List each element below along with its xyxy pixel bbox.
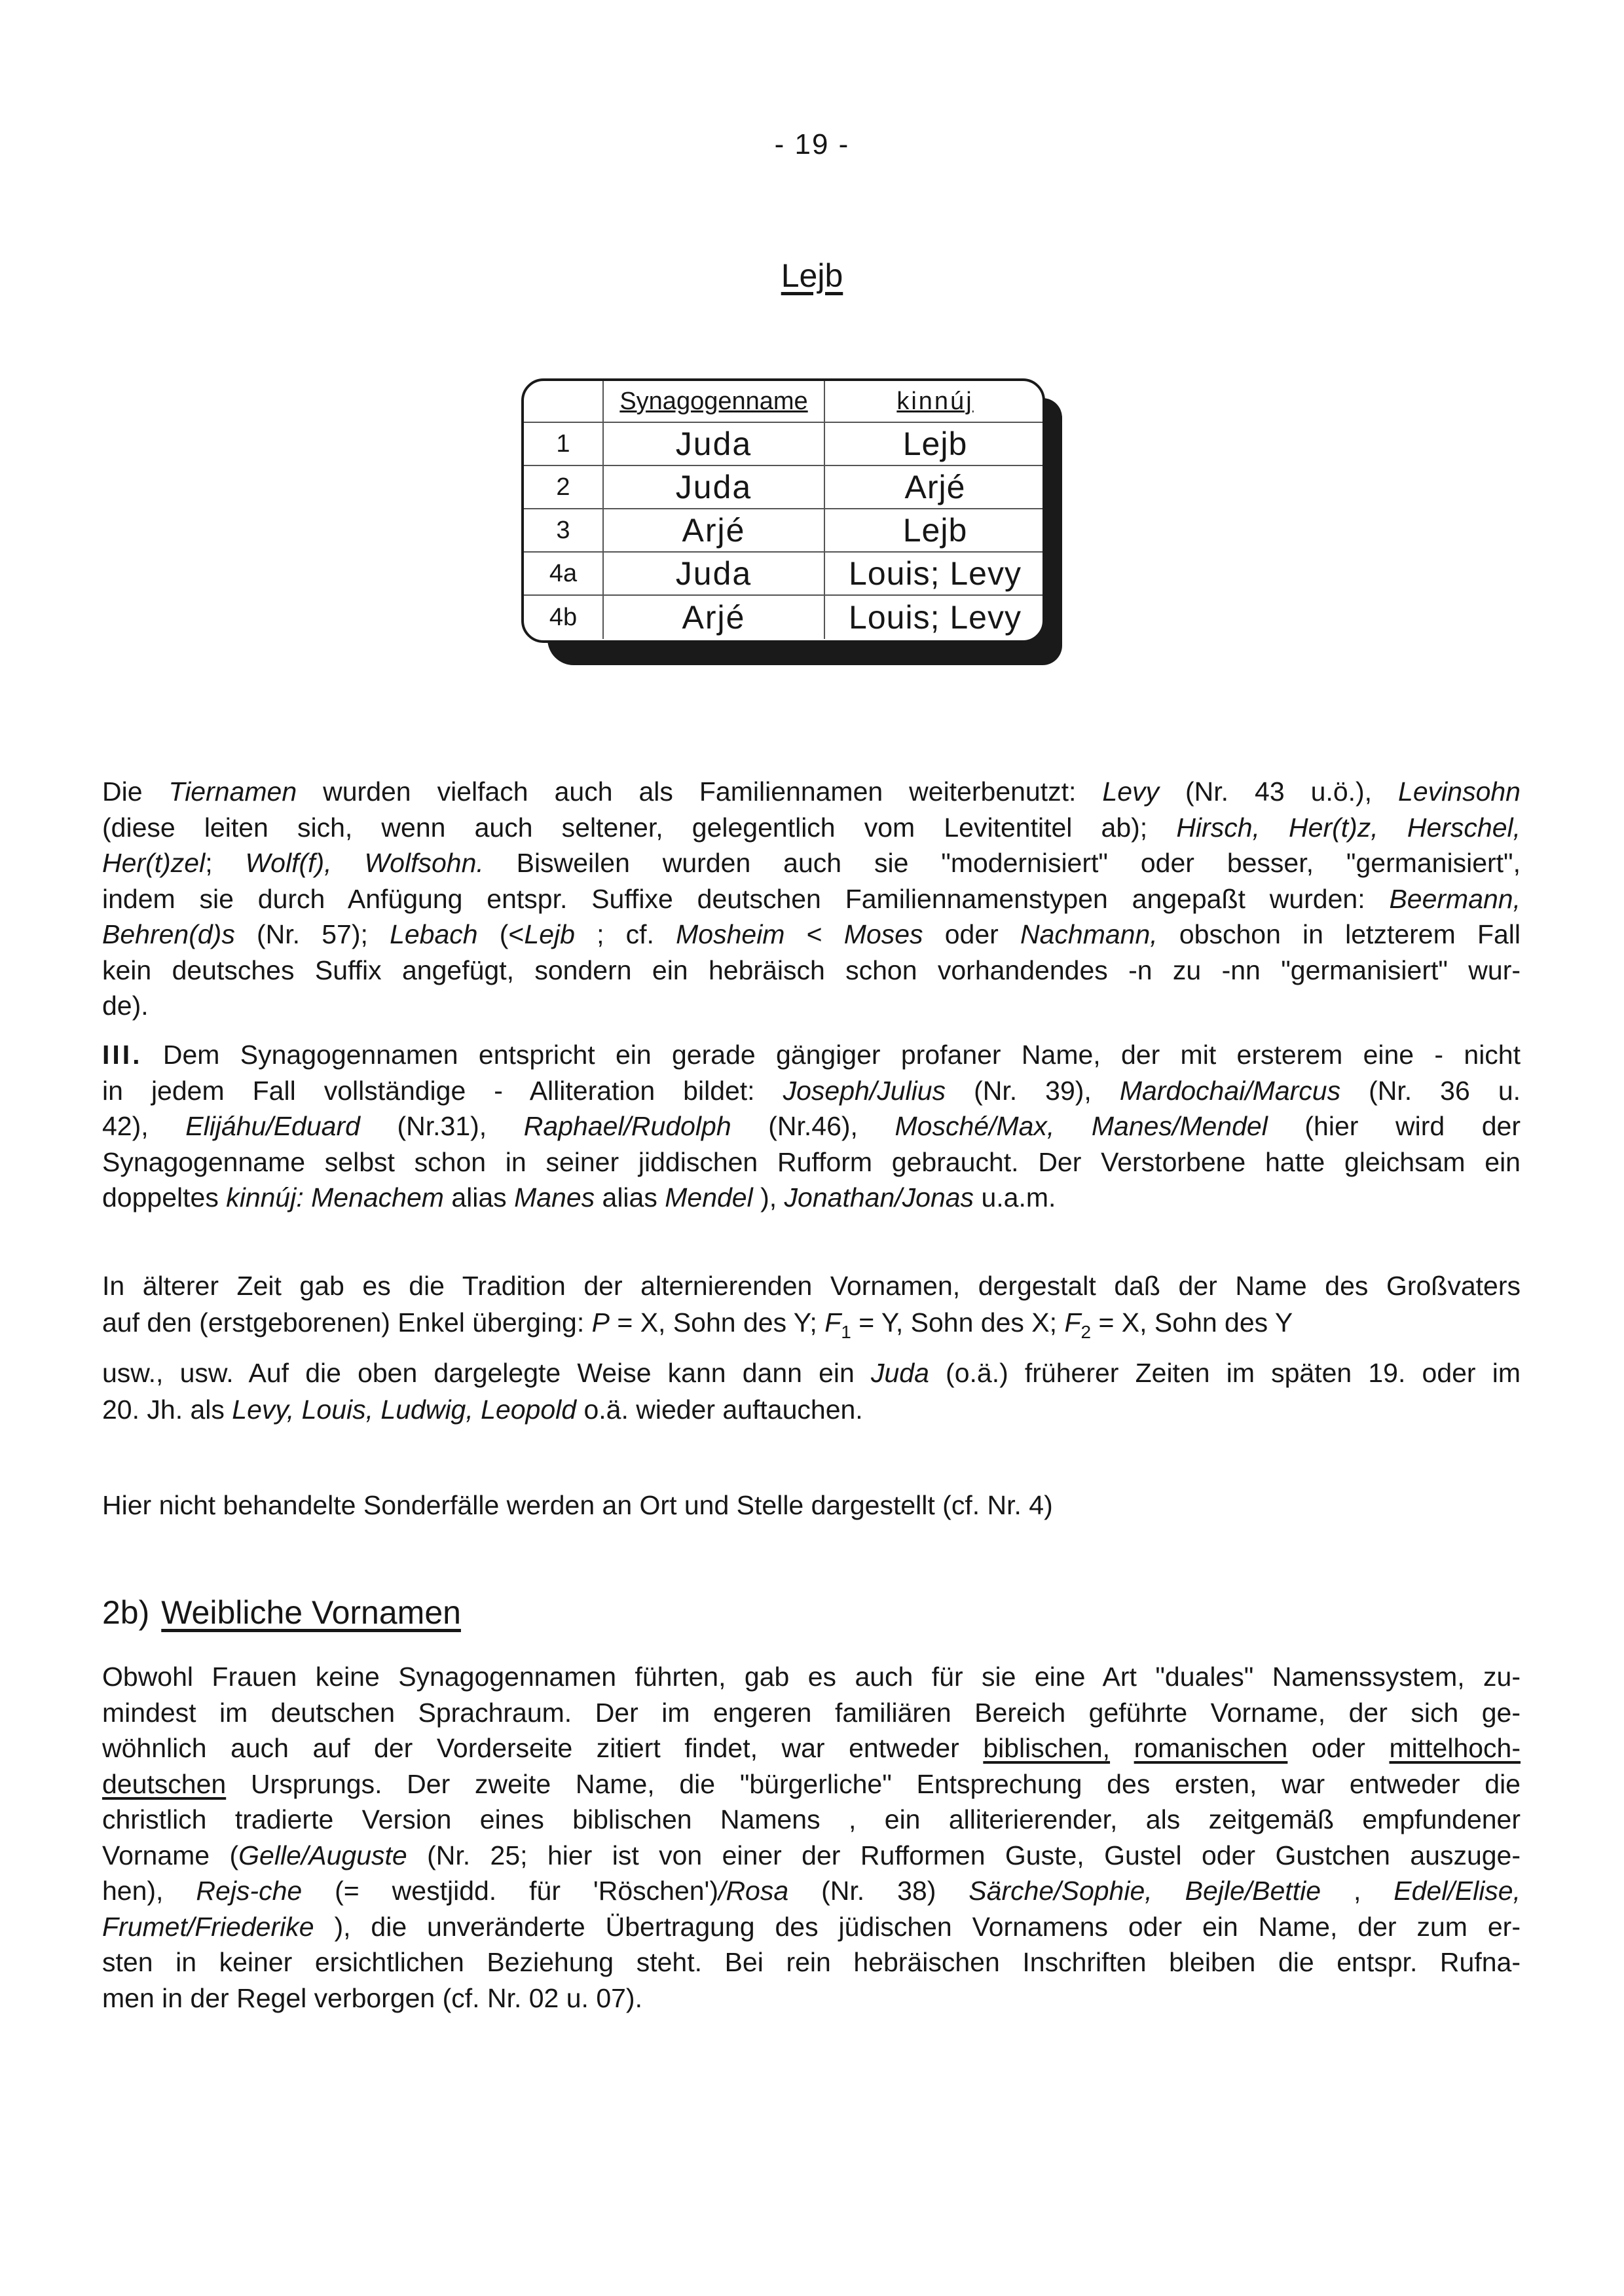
row-synagogenname: Juda [604, 466, 825, 508]
table-row [524, 423, 1043, 466]
paragraph-female-names [102, 1659, 1521, 2016]
row-index: 1 [524, 423, 604, 465]
header-index [524, 381, 604, 422]
name-table [521, 378, 1045, 643]
subheading-title: Weibliche Vornamen [161, 1594, 461, 1631]
row-synagogenname: Juda [604, 553, 825, 594]
row-kinnuj: Lejb [902, 512, 968, 549]
row-index: 2 [524, 466, 604, 508]
paragraph-special-cases [102, 1487, 1521, 1523]
text-line: In älterer Zeit gab es die Tradition der alternierenden Vornamen, dergestalt daß der Name des Großvaters [102, 1271, 1521, 1301]
row-index: 4a [524, 553, 604, 594]
text-line: indem sie durch Anfügung entspr. Suffixe deutschen Familiennamenstypen angepaßt wurden: Beermann, [102, 883, 1521, 914]
text-line: (diese leiten sich, wenn auch seltener, gelegentlich vom Levitentitel ab); Hirsch, Her(t)z, Herschel, [102, 812, 1521, 843]
text-line: de). [102, 991, 149, 1021]
text-line: doppeltes kinnúj: Menachem alias Manes alias Mendel ), Jonathan/Jonas u.a.m. [102, 1182, 1056, 1212]
paragraph-alternating-names [102, 1267, 1521, 1428]
text-line: Synagogenname selbst schon in seiner jiddischen Rufform gebraucht. Der Verstorbene hatte gleichsam ein [102, 1146, 1521, 1177]
paragraph-tiernamen [102, 774, 1521, 1024]
table-header-row [524, 381, 1043, 423]
text-line: Her(t)zel; Wolf(f), Wolfsohn. Bisweilen wurden auch sie "modernisiert" oder besser, "germanisiert", [102, 848, 1521, 878]
row-kinnuj: Louis; Levy [849, 599, 1022, 636]
text-line: Vorname (Gelle/Auguste (Nr. 25; hier ist von einer der Rufformen Guste, Gustel oder Gustchen auszuge- [102, 1840, 1521, 1870]
row-synagogenname: Arjé [604, 509, 825, 551]
text-line: Behren(d)s (Nr. 57); Lebach (<Lejb ; cf. Mosheim < Moses oder Nachmann, obschon in letzterem Fall [102, 919, 1521, 949]
section-title [0, 257, 1624, 295]
table-row [524, 509, 1043, 553]
table-row [524, 553, 1043, 596]
text-line: Die Tiernamen wurden vielfach auch als Familiennamen weiterbenutzt: Levy (Nr. 43 u.ö.), Levinsohn [102, 776, 1521, 807]
name-table-container [521, 378, 1062, 665]
subheading-number: 2b) [102, 1594, 150, 1631]
text-line: kein deutsches Suffix angefügt, sondern ein hebräisch schon vorhandendes -n zu -nn "germanisiert" wur- [102, 955, 1521, 985]
header-kinnuj: kinnúj [896, 387, 974, 415]
header-synagogenname: Synagogenname [604, 381, 825, 422]
text-line: deutschen Ursprungs. Der zweite Name, die "bürgerliche" Entsprechung des ersten, war entweder die [102, 1768, 1521, 1799]
text-line: mindest im deutschen Sprachraum. Der im engeren familiären Bereich geführte Vorname, der sich ge- [102, 1697, 1521, 1728]
text-line: Hier nicht behandelte Sonderfälle werden an Ort und Stelle dargestellt (cf. Nr. 4) [102, 1490, 1053, 1520]
subheading [102, 1594, 461, 1631]
text-line: 42), Elijáhu/Eduard (Nr.31), Raphael/Rudolph (Nr.46), Mosché/Max, Manes/Mendel (hier wird der [102, 1111, 1521, 1141]
row-kinnuj: Louis; Levy [849, 555, 1022, 592]
text-line: auf den (erstgeborenen) Enkel überging: P = X, Sohn des Y; $F_1 = Y$, Sohn des X; $F_2 = X$, Sohn des Y [102, 1307, 1293, 1342]
section-title-text: Lejb [781, 257, 843, 294]
text-line: III. Dem Synagogennamen entspricht ein gerade gängiger profaner Name, der mit ersterem eine - nicht [102, 1040, 1521, 1070]
page-number: - 19 - [774, 128, 850, 160]
text-line: men in der Regel verborgen (cf. Nr. 02 u. 07). [102, 1982, 642, 2013]
row-index: 4b [524, 596, 604, 639]
paragraph-alliteration [102, 1037, 1521, 1216]
table-row [524, 596, 1043, 639]
text-line: 20. Jh. als Levy, Louis, Ludwig, Leopold o.ä. wieder auftauchen. [102, 1394, 863, 1425]
text-line: Frumet/Friederike ), die unveränderte Übertragung des jüdischen Vornamens oder ein Name, der zum er- [102, 1911, 1521, 1942]
text-line: in jedem Fall vollständige - Alliteration bildet: Joseph/Julius (Nr. 39), Mardochai/Marcus (Nr. 36 u. [102, 1075, 1521, 1106]
text-line: hen), Rejs-che (= westjidd. für 'Röschen')/Rosa (Nr. 38) Särche/Sophie, Bejle/Bettie , Edel/Elise, [102, 1876, 1521, 1906]
text-line: sten in keiner ersichtlichen Beziehung steht. Bei rein hebräischen Inschriften bleiben die entspr. Rufna- [102, 1947, 1521, 1977]
row-kinnuj: Lejb [902, 426, 968, 462]
roman-numeral: III. [102, 1040, 143, 1070]
text-line: wöhnlich auch auf der Vorderseite zitiert findet, war entweder biblischen, romanischen oder mittelhoch- [102, 1733, 1521, 1763]
row-synagogenname: Juda [604, 423, 825, 465]
text-line: christlich tradierte Version eines biblischen Namens , ein alliterierender, als zeitgemäß empfundener [102, 1804, 1521, 1834]
row-kinnuj: Arjé [904, 469, 966, 505]
table-row [524, 466, 1043, 509]
row-synagogenname: Arjé [604, 596, 825, 639]
row-index: 3 [524, 509, 604, 551]
text-line: usw., usw. Auf die oben dargelegte Weise kann dann ein Juda (o.ä.) früherer Zeiten im späten 19. oder im [102, 1358, 1521, 1388]
text-line: Obwohl Frauen keine Synagogennamen führten, gab es auch für sie eine Art "duales" Namenssystem, zu- [102, 1662, 1521, 1692]
